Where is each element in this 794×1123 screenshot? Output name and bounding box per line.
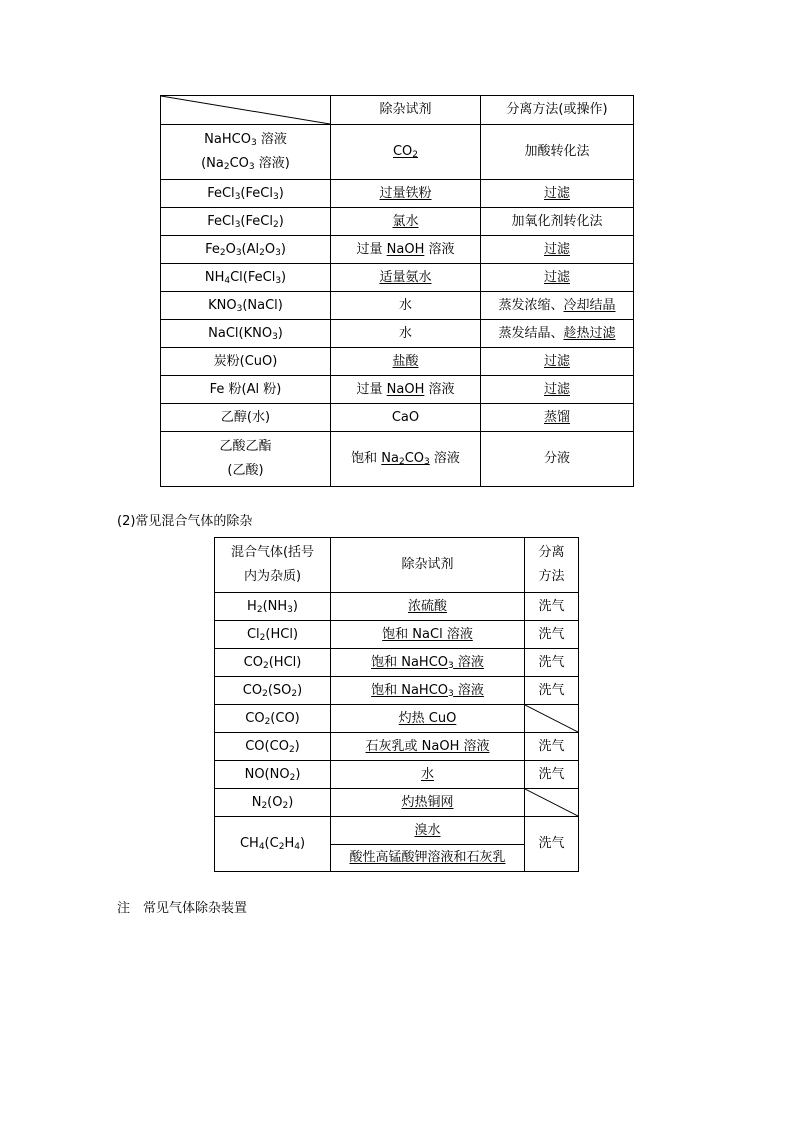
gas-method-diagonal xyxy=(525,789,579,817)
gas-method: 洗气 xyxy=(525,649,579,677)
gas-reagent: 饱和 NaCl 溶液 xyxy=(331,621,525,649)
gas-item: $CO_2(CO)$ xyxy=(215,705,331,733)
row-reagent: 适量氨水 xyxy=(331,264,481,292)
row-method: 蒸发浓缩、冷却结晶 xyxy=(481,292,634,320)
gas-item: $H_2(NH_3)$ xyxy=(215,593,331,621)
note-text: 注 常见气体除杂装置 xyxy=(117,901,248,916)
row-reagent: CaO xyxy=(331,404,481,432)
gas-item: $NO(NO_2)$ xyxy=(215,761,331,789)
gas-reagent: 灼热铜网 xyxy=(331,789,525,817)
row-reagent: 水 xyxy=(331,320,481,348)
gas-method-diagonal xyxy=(525,705,579,733)
row-method: 过滤 xyxy=(481,376,634,404)
gas-item: $Cl_2(HCl)$ xyxy=(215,621,331,649)
row-method: 蒸发结晶、趁热过滤 xyxy=(481,320,634,348)
row-item: 炭粉(CuO) xyxy=(161,348,331,376)
header-reagent: 除杂试剂 xyxy=(331,538,525,593)
gas-reagent: 石灰乳或 NaOH 溶液 xyxy=(331,733,525,761)
header-gas: 混合气体(括号 内为杂质) xyxy=(215,538,331,593)
row-item: 乙醇(水) xyxy=(161,404,331,432)
row-method: 加氧化剂转化法 xyxy=(481,208,634,236)
header-reagent: 除杂试剂 xyxy=(331,96,481,125)
gas-reagent: 浓硫酸 xyxy=(331,593,525,621)
gas-item: $CO_2(HCl)$ xyxy=(215,649,331,677)
gas-item: $N_2(O_2)$ xyxy=(215,789,331,817)
row-reagent: 过量铁粉 xyxy=(331,180,481,208)
gas-reagent-split: 溴水 酸性高锰酸钾溶液和石灰乳 xyxy=(331,817,525,872)
section-title: (2)常见混合气体的除杂 xyxy=(117,514,253,529)
gas-method: 洗气 xyxy=(525,593,579,621)
row-item: $KNO_3(NaCl)$ xyxy=(161,292,331,320)
separation-table-1 xyxy=(160,95,634,487)
row-method: 过滤 xyxy=(481,236,634,264)
gas-item: $CO_2(SO_2)$ xyxy=(215,677,331,705)
row-reagent: $CO_2$ xyxy=(331,125,481,180)
row-item: $NH_4Cl(FeCl_3)$ xyxy=(161,264,331,292)
gas-method: 洗气 xyxy=(525,761,579,789)
gas-reagent: 灼热 CuO xyxy=(331,705,525,733)
row-method: 分液 xyxy=(481,432,634,487)
row-item: FeCl$_3$(FeCl$_2$) xyxy=(161,208,331,236)
row-method: 过滤 xyxy=(481,348,634,376)
row-item: NaHCO$_3$ 溶液 ($Na_2CO_3$ 溶液) xyxy=(161,125,331,180)
row-reagent: 氯水 xyxy=(331,208,481,236)
gas-reagent: 饱和 NaHCO$_3$ 溶液 xyxy=(331,677,525,705)
header-diagonal-cell xyxy=(161,96,331,125)
gas-reagent: 水 xyxy=(331,761,525,789)
gas-method: 洗气 xyxy=(525,621,579,649)
row-reagent: 过量 NaOH 溶液 xyxy=(331,376,481,404)
row-item: 乙酸乙酯 (乙酸) xyxy=(161,432,331,487)
gas-item: $CO(CO_2)$ xyxy=(215,733,331,761)
gas-item: $CH_4(C_2H_4)$ xyxy=(215,817,331,872)
row-reagent: 水 xyxy=(331,292,481,320)
row-reagent: 盐酸 xyxy=(331,348,481,376)
row-method: 蒸馏 xyxy=(481,404,634,432)
row-method: 加酸转化法 xyxy=(481,125,634,180)
row-item: Fe 粉(Al 粉) xyxy=(161,376,331,404)
row-item: $Fe_2O_3(Al_2O_3)$ xyxy=(161,236,331,264)
row-item: $NaCl(KNO_3)$ xyxy=(161,320,331,348)
header-method: 分离方法(或操作) xyxy=(481,96,634,125)
gas-method: 洗气 xyxy=(525,817,579,872)
row-method: 过滤 xyxy=(481,180,634,208)
header-method: 分离 方法 xyxy=(525,538,579,593)
gas-method: 洗气 xyxy=(525,677,579,705)
gas-reagent: 饱和 NaHCO$_3$ 溶液 xyxy=(331,649,525,677)
gas-separation-table xyxy=(214,537,579,872)
row-item: FeCl$_3$(FeCl$_3$) xyxy=(161,180,331,208)
row-method: 过滤 xyxy=(481,264,634,292)
row-reagent: 过量 NaOH 溶液 xyxy=(331,236,481,264)
gas-method: 洗气 xyxy=(525,733,579,761)
row-reagent: 饱和 $Na_2CO_3$ 溶液 xyxy=(331,432,481,487)
